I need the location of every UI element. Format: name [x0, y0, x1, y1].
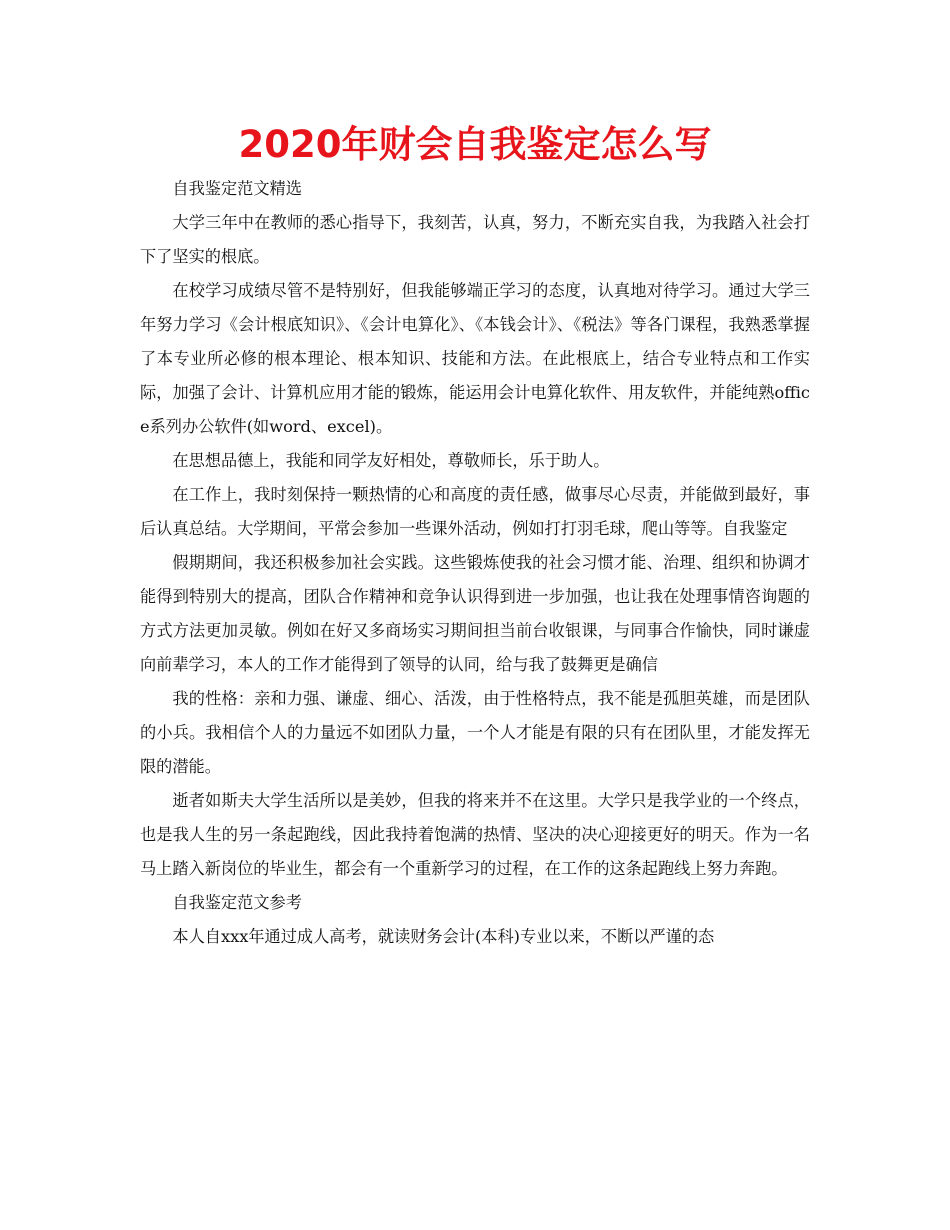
paragraph: 在校学习成绩尽管不是特别好，但我能够端正学习的态度，认真地对待学习。通过大学三年努力学习《会计根底知识》、《会计电算化》、《本钱会计》、《税法》等各门课程，我熟悉掌握了本专业所必修的根本理论、根本知识、技能和方法。在此根底上，结合专业特点和工作实际，加强了会计、计算机应用才能的锻炼，能运用会计电算化软件、用友软件，并能纯熟office系列办公软件(如word、excel)。	[140, 281, 810, 436]
paragraph: 大学三年中在教师的悉心指导下，我刻苦，认真，努力，不断充实自我，为我踏入社会打下了坚实的根底。	[140, 213, 810, 266]
section-heading: 自我鉴定范文精选	[172, 179, 302, 198]
paragraph: 本人自xxx年通过成人高考，就读财务会计(本科)专业以来，不断以严谨的态	[172, 927, 715, 946]
paragraph: 我的性格：亲和力强、谦虚、细心、活泼，由于性格特点，我不能是孤胆英雄，而是团队的小兵。我相信个人的力量远不如团队力量，一个人才能是有限的只有在团队里，才能发挥无限的潜能。	[140, 689, 810, 776]
paragraph: 逝者如斯夫大学生活所以是美妙，但我的将来并不在这里。大学只是我学业的一个终点，也是我人生的另一条起跑线，因此我持着饱满的热情、坚决的决心迎接更好的明天。作为一名马上踏入新岗位的毕业生，都会有一个重新学习的过程，在工作的这条起跑线上努力奔跑。	[140, 791, 810, 878]
paragraph: 假期期间，我还积极参加社会实践。这些锻炼使我的社会习惯才能、治理、组织和协调才能得到特别大的提高，团队合作精神和竞争认识得到进一步加强，也让我在处理事情咨询题的方式方法更加灵敏。例如在好又多商场实习期间担当前台收银课，与同事合作愉快，同时谦虚向前辈学习，本人的工作才能得到了领导的认同，给与我了鼓舞更是确信	[140, 553, 810, 674]
section-heading: 自我鉴定范文参考	[172, 893, 302, 912]
paragraph: 在工作上，我时刻保持一颗热情的心和高度的责任感，做事尽心尽责，并能做到最好，事后认真总结。大学期间，平常会参加一些课外活动，例如打打羽毛球，爬山等等。自我鉴定	[140, 485, 810, 538]
paragraph: 在思想品德上，我能和同学友好相处，尊敬师长，乐于助人。	[172, 451, 610, 470]
document-title: 2020年财会自我鉴定怎么写	[238, 123, 712, 166]
document-body	[140, 172, 810, 954]
